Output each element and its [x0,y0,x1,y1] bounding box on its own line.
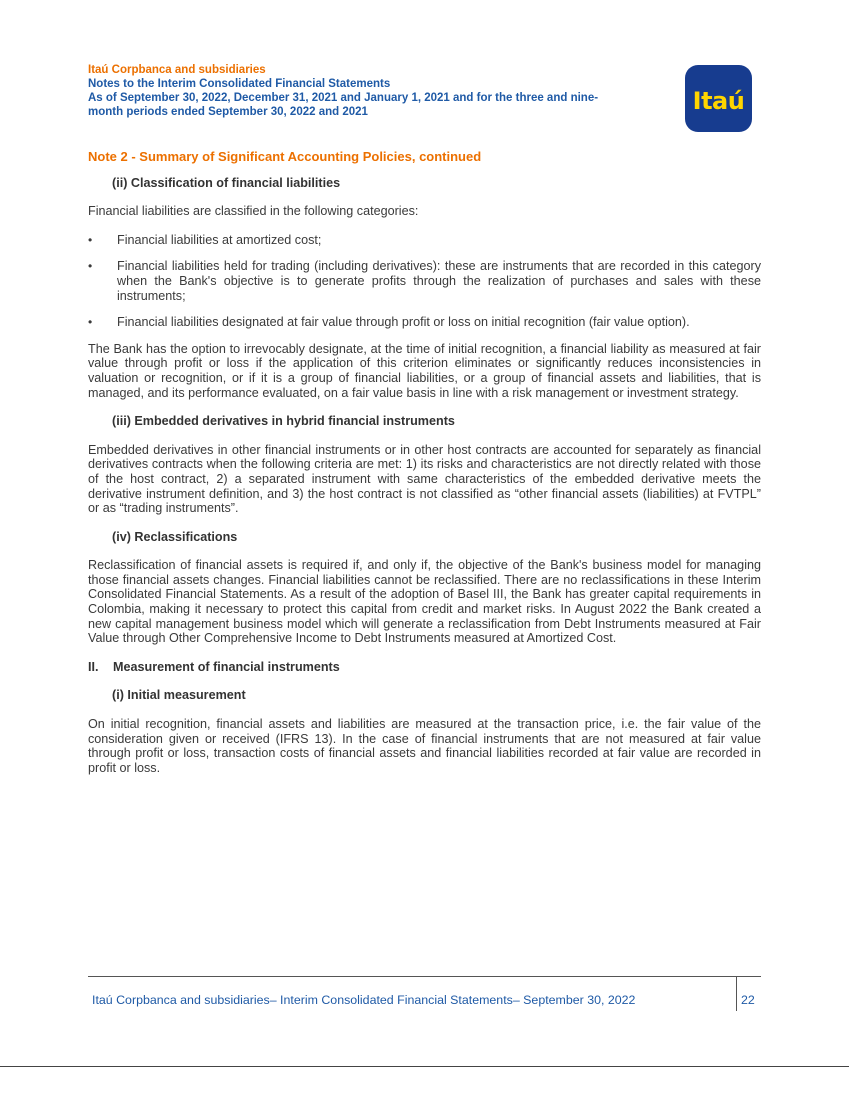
list-item: • Financial liabilities designated at fair value through profit or loss on initial recognition (fair value option). [88,315,761,330]
initial-measurement-heading: (i) Initial measurement [112,688,246,703]
embedded-derivatives-heading: (iii) Embedded derivatives in hybrid financial instruments [112,414,455,429]
reclassifications-heading: (iv) Reclassifications [112,529,238,544]
section-number: II. [88,659,99,674]
list-item: • Financial liabilities held for trading (including derivatives): these are instruments that are recorded in this category when the Bank's objective is to generate profits through the realization of purchases and sales with these instruments; [88,259,761,303]
header-title: Notes to the Interim Consolidated Financial Statements [88,78,391,90]
logo-text: Itaú [692,86,745,115]
page-bottom-border [0,1066,849,1067]
section-title: Measurement of financial instruments [113,659,340,674]
page-header [88,63,668,119]
note-title: Note 2 - Summary of Significant Accounting Policies, continued [88,149,482,164]
reclassifications-paragraph: Reclassification of financial assets is required if, and only if, the objective of the Bank's business model for managing those financial assets changes. Financial liabilities cannot be reclassified. There are no reclassifications in these Interim Consolidated Financial Statements. As a result of the adoption of Basel III, the Bank has greater capital requirements in Colombia, making it necessary to protect this capital from credit and market risks. In August 2022 the Bank created a new capital management business model which will generate a reclassification from Debt Instruments measured at Fair Value through Other Comprehensive Income to Debt Instruments measured at Amortized Cost. [88,558,761,646]
classification-list [88,233,761,330]
classification-heading: (ii) Classification of financial liabilities [112,175,341,190]
list-item: • Financial liabilities at amortized cost; [88,233,761,248]
header-period-line1: As of September 30, 2022, December 31, 2021 and January 1, 2021 and for the three and nine- [88,92,599,104]
footer-page-separator [736,976,737,1011]
classification-paragraph: The Bank has the option to irrevocably designate, at the time of initial recognition, a financial liability as measured at fair value through profit or loss if the application of this criterion eliminates or significantly reduces inconsistencies in valuation or recognition, or if it is a group of financial liabilities, or a group of financial assets and liabilities, that is managed, and its performance evaluated, on a fair value basis in line with a risk management or investment strategy. [88,341,761,400]
page-content [88,150,761,789]
header-period-line2: month periods ended September 30, 2022 and 2021 [88,106,368,118]
initial-measurement-paragraph: On initial recognition, financial assets and liabilities are measured at the transaction price, i.e. the fair value of the consideration given or received (IFRS 13). In the case of financial instruments that are not measured at fair value through profit or loss, transaction costs of financial assets and financial liabilities recorded at fair value are recorded in profit or loss. [88,717,761,775]
measurement-section-heading [88,660,761,675]
header-company: Itaú Corpbanca and subsidiaries [88,64,266,76]
footer-divider [88,976,761,977]
footer-text: Itaú Corpbanca and subsidiaries– Interim Consolidated Financial Statements– September 30, 2022 [92,993,636,1007]
itau-logo [685,65,752,132]
page-number: 22 [741,993,755,1007]
classification-intro: Financial liabilities are classified in the following categories: [88,204,419,219]
embedded-derivatives-paragraph: Embedded derivatives in other financial instruments or in other host contracts are accounted for separately as financial derivatives contracts when the following criteria are met: 1) its risks and characteristics are not directly related with those of the host contract, 2) a separated instrument with same characteristics of the embedded derivative meets the derivative instrument definition, and 3) the host contract is not classified as “other financial assets (liabilities) at FVTPL” or as “trading instruments”. [88,442,761,516]
